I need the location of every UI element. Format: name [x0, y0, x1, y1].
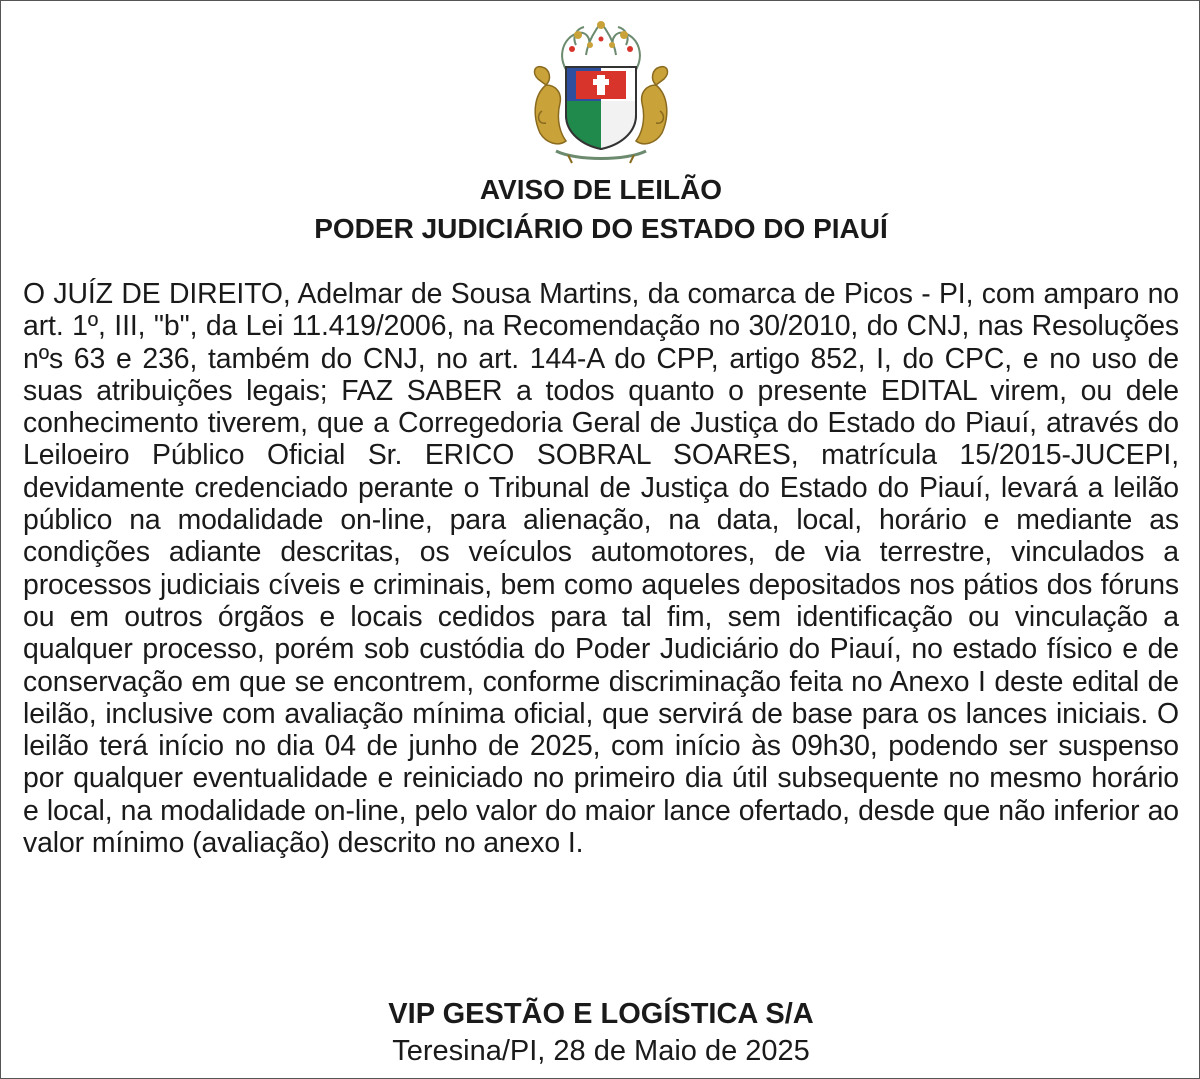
notice-title: AVISO DE LEILÃO: [479, 174, 723, 205]
notice-body-paragraph: O JUÍZ DE DIREITO, Adelmar de Sousa Martins, da comarca de Picos - PI, com amparo no art. 1º, III, "b", da Lei 11.419/2006, na Recomendação no 30/2010, do CNJ, nas Resoluções nºs 63 e 236, também do CNJ, no art. 144-A do CPP, artigo 852, I, do CPC, e no uso de suas atribuições legais; FAZ SABER a todos quanto o presente EDITAL virem, ou dele conhecimento tiverem, que a Corregedoria Geral de Justiça do Estado do Piauí, através do Leiloeiro Público Oficial Sr. ERICO SOBRAL SOARES, matrícula 15/2015-JUCEPI, devidamente credenciado perante o Tribunal de Justiça do Estado do Piauí, levará a leilão público na modalidade on-line, para alienação, na data, local, horário e mediante as condições adiante descritas, os veículos automotores, de via terrestre, vinculados a processos judiciais cíveis e criminais, bem como aqueles depositados nos pátios dos fóruns ou em outros órgãos e locais cedidos para tal fim, sem identificação ou vinculação a qualquer processo, porém sob custódia do Poder Judiciário do Piauí, no estado físico e de conservação em que se encontrem, conforme discriminação feita no Anexo I deste edital de leilão, inclusive com avaliação mínima oficial, que servirá de base para os lances iniciais. O leilão terá início no dia 04 de junho de 2025, com início às 09h30, podendo ser suspenso por qualquer eventualidade e reiniciado no primeiro dia útil subsequente no mesmo horário e local, na modalidade on-line, pelo valor do maior lance ofertado, desde que não inferior ao valor mínimo (avaliação) descrito no anexo I.: [23, 278, 1179, 860]
piaui-coat-of-arms-icon: [516, 15, 686, 165]
issuing-authority: PODER JUDICIÁRIO DO ESTADO DO PIAUÍ: [314, 213, 888, 244]
place-and-date: Teresina/PI, 28 de Maio de 2025: [392, 1035, 810, 1067]
company-name: VIP GESTÃO E LOGÍSTICA S/A: [388, 998, 814, 1030]
